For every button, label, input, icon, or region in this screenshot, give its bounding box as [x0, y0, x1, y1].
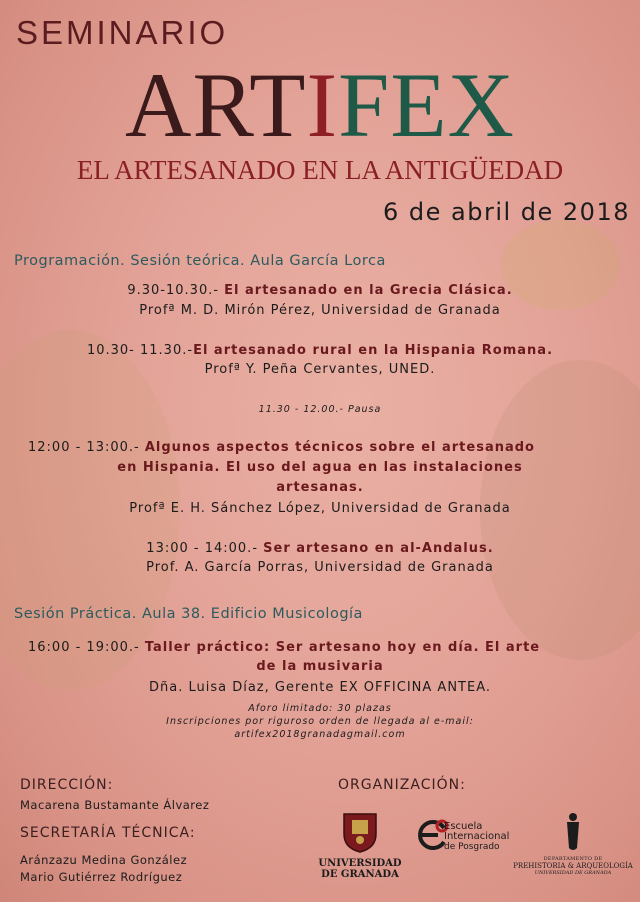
ugr-text-1: UNIVERSIDAD — [318, 858, 402, 869]
session-2-topic: El artesanado rural en la Hispania Romana. — [193, 343, 554, 358]
session-1-time: 9.30-10.30.- — [127, 283, 225, 298]
session-1-title — [0, 283, 640, 298]
session-4-title — [0, 541, 640, 556]
eip-text-2: Internacional — [444, 831, 510, 842]
seminario-label: SEMINARIO — [16, 14, 229, 51]
figurine-icon — [564, 812, 582, 852]
pha-text-3: UNIVERSIDAD DE GRANADA — [534, 870, 612, 876]
session-2-time: 10.30- 11.30.- — [86, 343, 194, 358]
session-1-topic: El artesanado en la Grecia Clásica. — [224, 283, 513, 298]
pha-text-2: DEPARTAMENTO DE — [543, 856, 603, 862]
eip-text-1: Escuela — [444, 821, 483, 832]
logo-ugr — [318, 810, 402, 880]
artifex-part-2: I — [306, 54, 339, 156]
registration-email[interactable]: artifex2018granadagmail.com — [234, 729, 406, 740]
session-3-speaker: Profª E. H. Sánchez López, Universidad de Granada — [129, 501, 511, 516]
artifex-title — [0, 55, 640, 155]
direccion-label: DIRECCIÓN: — [20, 777, 114, 793]
secretaria-name-1: Aránzazu Medina González — [20, 853, 188, 867]
session-3-time: 12:00 - 13:00.- — [28, 440, 145, 455]
artifex-part-3: FEX — [338, 54, 515, 156]
session-2-title — [0, 343, 640, 358]
practice-time: 16:00 - 19:00.- — [28, 640, 145, 655]
practice-title-2: de la musivaria — [256, 659, 384, 674]
pha-text-1: PREHISTORIA & ARQUEOLOGÍA — [513, 862, 633, 870]
session-1-speaker: Profª M. D. Mirón Pérez, Universidad de Granada — [139, 303, 501, 318]
ugr-crest-icon — [340, 810, 380, 854]
eip-text — [444, 822, 509, 852]
direccion-name: Macarena Bustamante Álvarez — [20, 798, 210, 812]
practice-heading: Sesión Práctica. Aula 38. Edificio Musicología — [14, 606, 363, 622]
session-2-speaker: Profª Y. Peña Cervantes, UNED. — [204, 362, 436, 377]
pause-line: 11.30 - 12.00.- Pausa — [258, 404, 382, 415]
secretaria-name-2: Mario Gutiérrez Rodríguez — [20, 870, 183, 884]
practice-title-1 — [28, 640, 540, 655]
registration-note: Inscripciones por riguroso orden de llegada al e-mail: — [166, 716, 474, 727]
logo-prehistoria — [512, 812, 634, 876]
session-3-title-3: artesanas. — [276, 480, 364, 495]
artifex-part-1: ART — [125, 54, 307, 156]
session-4-topic: Ser artesano en al-Andalus. — [263, 541, 494, 556]
secretaria-label: SECRETARÍA TÉCNICA: — [20, 825, 196, 841]
eip-text-3: de Posgrado — [444, 842, 500, 852]
theory-heading: Programación. Sesión teórica. Aula García Lorca — [14, 253, 386, 269]
session-3-topic-1: Algunos aspectos técnicos sobre el artesanado — [144, 440, 535, 455]
session-4-speaker: Prof. A. García Porras, Universidad de Granada — [146, 560, 494, 575]
session-4-time: 13:00 - 14:00.- — [146, 541, 264, 556]
session-3-title-2: en Hispania. El uso del agua en las instalaciones — [117, 460, 523, 475]
session-3-title-1 — [28, 440, 535, 455]
organizacion-label: ORGANIZACIÓN: — [338, 777, 466, 793]
capacity-note: Aforo limitado: 30 plazas — [248, 703, 392, 714]
event-date: 6 de abril de 2018 — [382, 198, 630, 226]
ugr-text-2: DE GRANADA — [321, 869, 399, 880]
practice-speaker: Dña. Luisa Díaz, Gerente EX OFFICINA ANTEA. — [149, 680, 491, 695]
subtitle: EL ARTESANADO EN LA ANTIGÜEDAD — [76, 155, 564, 185]
practice-topic-1: Taller práctico: Ser artesano hoy en día. El arte — [144, 640, 541, 655]
